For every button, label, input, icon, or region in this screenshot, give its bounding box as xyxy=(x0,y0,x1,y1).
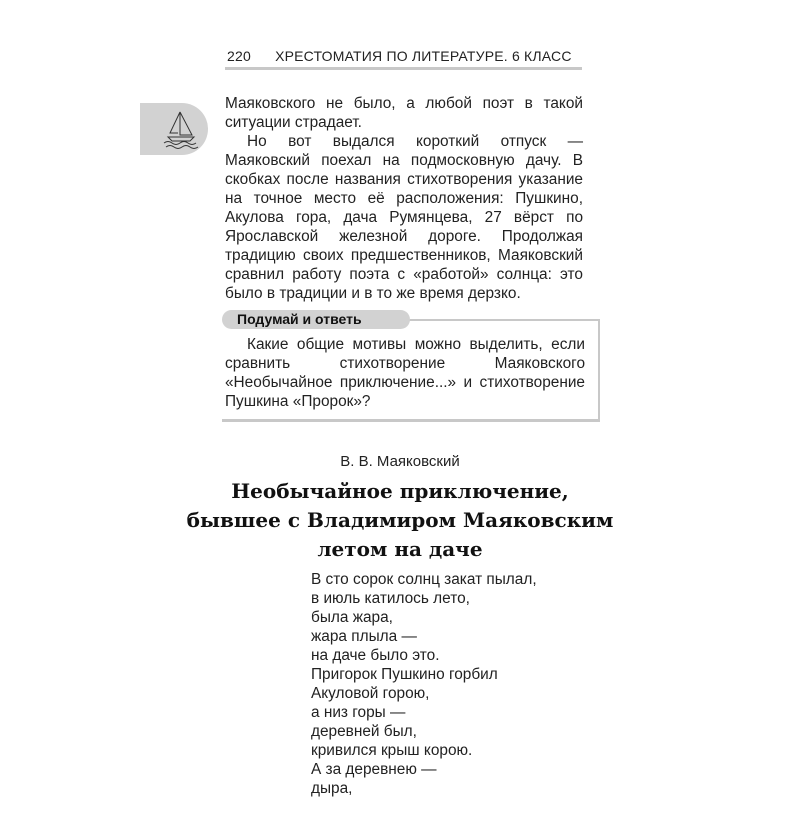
paragraph: Маяковского не было, а любой поэт в такой ситуации страдает. xyxy=(225,95,583,131)
poem-line: дыра, xyxy=(311,780,353,797)
body-text xyxy=(225,94,583,303)
poem-line: деревней был, xyxy=(311,723,417,740)
poem-line: была жара, xyxy=(311,609,393,626)
poem-title xyxy=(0,477,800,564)
poem-line: В сто сорок солнц закат пылал, xyxy=(311,571,537,588)
paragraph: Но вот выдался короткий отпуск — Маяковский поехал на подмосковную дачу. В скобках после названия стихотворения указание на точное место её расположения: Пушкино, Акулова гора, дача Румянцева, 27 вёрст по Ярославской железной дороге. Продолжая традицию своих предшественников, Маяковский сравнил работу поэта с «работой» солнца: это было в традиции и в то же время дерзко. xyxy=(225,133,583,302)
poem-line: Пригорок Пушкино горбил xyxy=(311,666,498,683)
poem-line: жара плыла — xyxy=(311,628,417,645)
title-line: летом на даче xyxy=(317,537,483,561)
box-question: Какие общие мотивы можно выделить, если сравнить стихотворение Маяковского «Необычайное приключение...» и стихотворение Пушкина «Пророк»? xyxy=(225,336,585,410)
poem-text xyxy=(311,570,800,798)
box-border-top xyxy=(402,319,598,321)
title-line: Необычайное приключение, xyxy=(231,479,569,503)
title-line: бывшее с Владимиром Маяковским xyxy=(186,508,614,532)
poem-line: на даче было это. xyxy=(311,647,440,664)
page-number: 220 xyxy=(227,48,251,64)
poem-line: Акуловой горою, xyxy=(311,685,430,702)
book-title: ХРЕСТОМАТИЯ ПО ЛИТЕРАТУРЕ. 6 КЛАСС xyxy=(275,48,572,64)
poem-line: а низ горы — xyxy=(311,704,406,721)
think-and-answer-box xyxy=(222,311,600,422)
poem-line: в июль катилось лето, xyxy=(311,590,470,607)
box-label: Подумай и ответь xyxy=(222,310,410,329)
poem-line: А за деревнею — xyxy=(311,761,437,778)
poem-line: кривился крыш корою. xyxy=(311,742,473,759)
poem-author: В. В. Маяковский xyxy=(340,453,460,470)
